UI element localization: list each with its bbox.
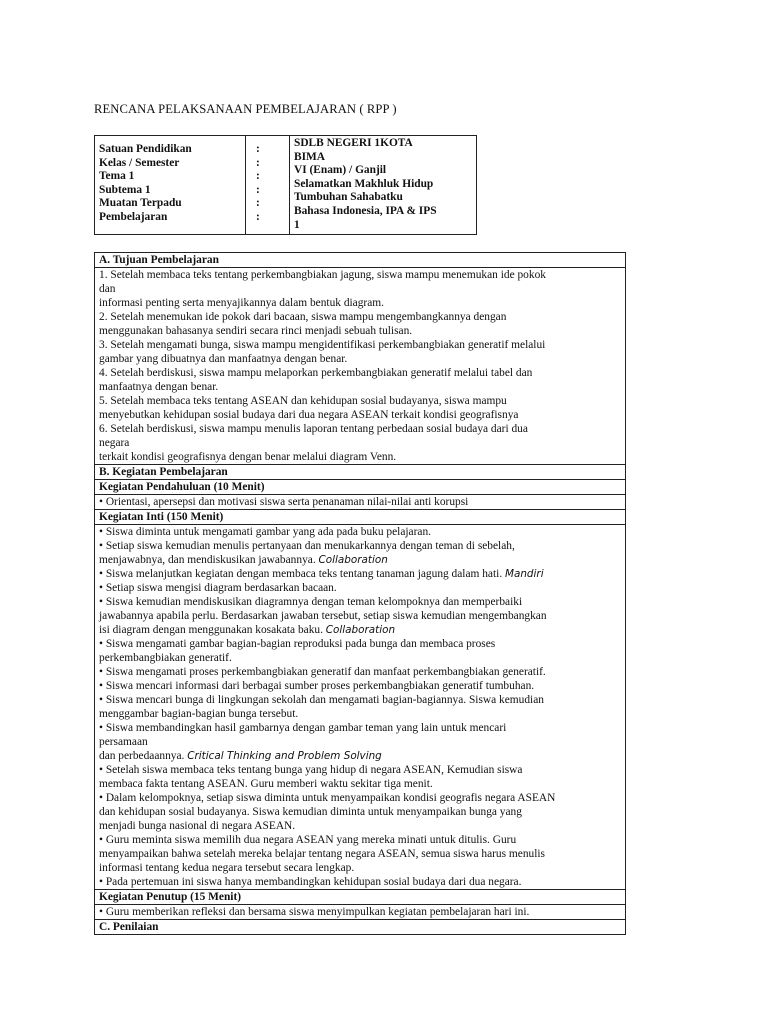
objective-line: negara xyxy=(99,437,130,449)
activity-line xyxy=(99,553,622,567)
activity-line xyxy=(99,791,622,805)
document-title: RENCANA PELAKSANAAN PEMBELAJARAN ( RPP ) xyxy=(94,102,397,116)
objective-line: manfaatnya dengan benar. xyxy=(99,381,219,393)
activity-line xyxy=(99,819,622,833)
value-subtheme: Tumbuhan Sahabatku xyxy=(294,191,403,204)
activity-text: informasi tentang kedua negara tersebut secara lengkap. xyxy=(99,862,355,874)
activity-text: • Siswa diminta untuk mengamati gambar yang ada pada buku pelajaran. xyxy=(99,526,432,538)
colon: : xyxy=(256,197,260,210)
activity-line xyxy=(99,721,622,735)
colon: : xyxy=(256,210,260,223)
activity-text: • Siswa mengamati gambar bagian-bagian reproduksi pada bunga dan membaca proses xyxy=(99,638,496,650)
pendahuluan-heading: Kegiatan Pendahuluan (10 Menit) xyxy=(95,480,626,495)
objective-line: menyebutkan kehidupan sosial budaya dari dua negara ASEAN terkait kondisi geografisnya xyxy=(99,409,519,421)
activity-line xyxy=(99,609,622,623)
activity-text: • Siswa mencari informasi dari berbagai sumber proses perkembangbiakan generatif tumbuhan. xyxy=(99,680,535,692)
pendahuluan-body: • Orientasi, apersepsi dan motivasi siswa serta penanaman nilai-nilai anti korupsi xyxy=(95,495,626,510)
activity-line xyxy=(99,595,622,609)
section-a-heading: A. Tujuan Pembelajaran xyxy=(95,253,626,268)
lesson-plan-table xyxy=(94,252,626,935)
activity-line xyxy=(99,735,622,749)
objective-line: dan xyxy=(99,283,116,295)
activity-text: • Siswa melanjutkan kegiatan dengan membaca teks tentang tanaman jagung dalam hati. xyxy=(99,568,506,580)
objective-line: informasi penting serta menyajikannya dalam bentuk diagram. xyxy=(99,297,384,309)
activity-text: menyampaikan bahwa setelah mereka belajar tentang negara ASEAN, semua siswa harus menulis xyxy=(99,848,545,860)
objective-line: 6. Setelah berdiskusi, siswa mampu menulis laporan tentang perbedaan sosial budaya dari dua xyxy=(99,423,528,435)
activity-line xyxy=(99,805,622,819)
objective-line: 1. Setelah membaca teks tentang perkembangbiakan jagung, siswa mampu menemukan ide pokok xyxy=(99,269,546,281)
skill-tag: Collaboration xyxy=(318,554,388,566)
skill-tag: Collaboration xyxy=(325,624,396,636)
activity-line xyxy=(99,861,622,875)
activity-line xyxy=(99,693,622,707)
label-kelas-semester: Kelas / Semester xyxy=(99,156,180,169)
value-school-city: BIMA xyxy=(294,150,326,163)
activity-line xyxy=(99,525,622,539)
activity-line xyxy=(99,875,622,889)
penutup-heading: Kegiatan Penutup (15 Menit) xyxy=(95,890,626,905)
activity-text: menjawabnya, dan mendiskusikan jawabannya. xyxy=(99,554,319,566)
identity-colons xyxy=(246,136,290,235)
inti-body xyxy=(95,525,626,890)
activity-line xyxy=(99,637,622,651)
activity-line xyxy=(99,581,622,595)
activity-line xyxy=(99,651,622,665)
value-lesson-number: 1 xyxy=(294,218,300,231)
label-tema: Tema 1 xyxy=(99,170,135,183)
activity-text: jawabannya apabila perlu. Berdasarkan jawaban tersebut, setiap siswa kemudian mengembangkan xyxy=(99,610,547,622)
activity-line xyxy=(99,833,622,847)
label-pembelajaran: Pembelajaran xyxy=(99,210,168,223)
activity-text: • Pada pertemuan ini siswa hanya membandingkan kehidupan sosial budaya dari dua negara. xyxy=(99,876,522,888)
objective-line: menggunakan bahasanya sendiri secara rinci menjadi sebuah tulisan. xyxy=(99,325,413,337)
activity-text: menggambar bagian-bagian bunga tersebut. xyxy=(99,708,299,720)
value-theme: Selamatkan Makhluk Hidup xyxy=(294,177,434,190)
section-c-heading: C. Penilaian xyxy=(95,920,626,935)
activity-line xyxy=(99,749,622,763)
activity-line xyxy=(99,763,622,777)
label-subtema: Subtema 1 xyxy=(99,183,151,196)
skill-tag: Mandiri xyxy=(505,568,544,580)
label-muatan-terpadu: Muatan Terpadu xyxy=(99,197,182,210)
penutup-body: • Guru memberikan refleksi dan bersama siswa menyimpulkan kegiatan pembelajaran hari ini. xyxy=(95,905,626,920)
activity-line xyxy=(99,567,622,581)
activity-text: dan perbedaannya. xyxy=(99,750,188,762)
activity-line xyxy=(99,777,622,791)
skill-tag: Critical Thinking and Problem Solving xyxy=(187,750,382,762)
activity-text: menjadi bunga nasional di negara ASEAN. xyxy=(99,820,296,832)
value-subjects: Bahasa Indonesia, IPA & IPS xyxy=(294,204,437,217)
activity-text: • Setiap siswa kemudian menulis pertanyaan dan menukarkannya dengan teman di sebelah, xyxy=(99,540,515,552)
label-satuan-pendidikan: Satuan Pendidikan xyxy=(99,143,192,155)
activity-text: • Siswa mengamati proses perkembangbiakan generatif dan manfaat perkembangbiakan generatif. xyxy=(99,666,546,678)
activity-line xyxy=(99,623,622,637)
objective-line: 3. Setelah mengamati bunga, siswa mampu mengidentifikasi perkembangbiakan generatif melalui xyxy=(99,339,546,351)
activity-text: • Siswa mencari bunga di lingkungan sekolah dan mengamati bagian-bagiannya. Siswa kemudian xyxy=(99,694,544,706)
activity-text: perkembangbiakan generatif. xyxy=(99,652,232,664)
identity-values xyxy=(290,136,477,235)
section-b-heading: B. Kegiatan Pembelajaran xyxy=(95,465,626,480)
colon: : xyxy=(256,170,260,183)
activity-text: • Dalam kelompoknya, setiap siswa diminta untuk menyampaikan kondisi geografis negara ASEAN xyxy=(99,792,556,804)
activity-text: persamaan xyxy=(99,736,148,748)
colon: : xyxy=(256,183,260,196)
objective-line: terkait kondisi geografisnya dengan benar melalui diagram Venn. xyxy=(99,451,397,463)
activity-text: dan kehidupan sosial budayanya. Siswa kemudian diminta untuk menyampaikan bunga yang xyxy=(99,806,522,818)
objective-line: 4. Setelah berdiskusi, siswa mampu melaporkan perkembangbiakan generatif melalui tabel dan xyxy=(99,367,533,379)
activity-line xyxy=(99,665,622,679)
objective-line: gambar yang dibuatnya dan manfaatnya dengan benar. xyxy=(99,353,348,365)
colon: : xyxy=(256,156,260,169)
activity-text: • Siswa kemudian mendiskusikan diagramnya dengan teman kelompoknya dan memperbaiki xyxy=(99,596,523,608)
activity-text: isi diagram dengan menggunakan kosakata baku. xyxy=(99,624,326,636)
objective-line: 2. Setelah menemukan ide pokok dari bacaan, siswa mampu mengembangkannya dengan xyxy=(99,311,507,323)
activity-text: • Setelah siswa membaca teks tentang bunga yang hidup di negara ASEAN, Kemudian siswa xyxy=(99,764,523,776)
identity-labels xyxy=(95,136,246,235)
activity-text: • Siswa membandingkan hasil gambarnya dengan gambar teman yang lain untuk mencari xyxy=(99,722,507,734)
activity-text: membaca fakta tentang ASEAN. Guru memberi waktu sekitar tiga menit. xyxy=(99,778,433,790)
activity-line xyxy=(99,847,622,861)
activity-line xyxy=(99,679,622,693)
activity-text: • Guru meminta siswa memilih dua negara ASEAN yang mereka minati untuk ditulis. Guru xyxy=(99,834,517,846)
activity-line xyxy=(99,707,622,721)
activity-text: • Setiap siswa mengisi diagram berdasarkan bacaan. xyxy=(99,582,337,594)
value-school: SDLB NEGERI 1KOTA xyxy=(294,137,413,149)
activity-line xyxy=(99,539,622,553)
section-a-body xyxy=(95,268,626,465)
inti-heading: Kegiatan Inti (150 Menit) xyxy=(95,510,626,525)
value-class-semester: VI (Enam) / Ganjil xyxy=(294,164,387,177)
colon: : xyxy=(256,143,260,155)
identity-table xyxy=(94,135,477,235)
objective-line: 5. Setelah membaca teks tentang ASEAN dan kehidupan sosial budayanya, siswa mampu xyxy=(99,395,507,407)
